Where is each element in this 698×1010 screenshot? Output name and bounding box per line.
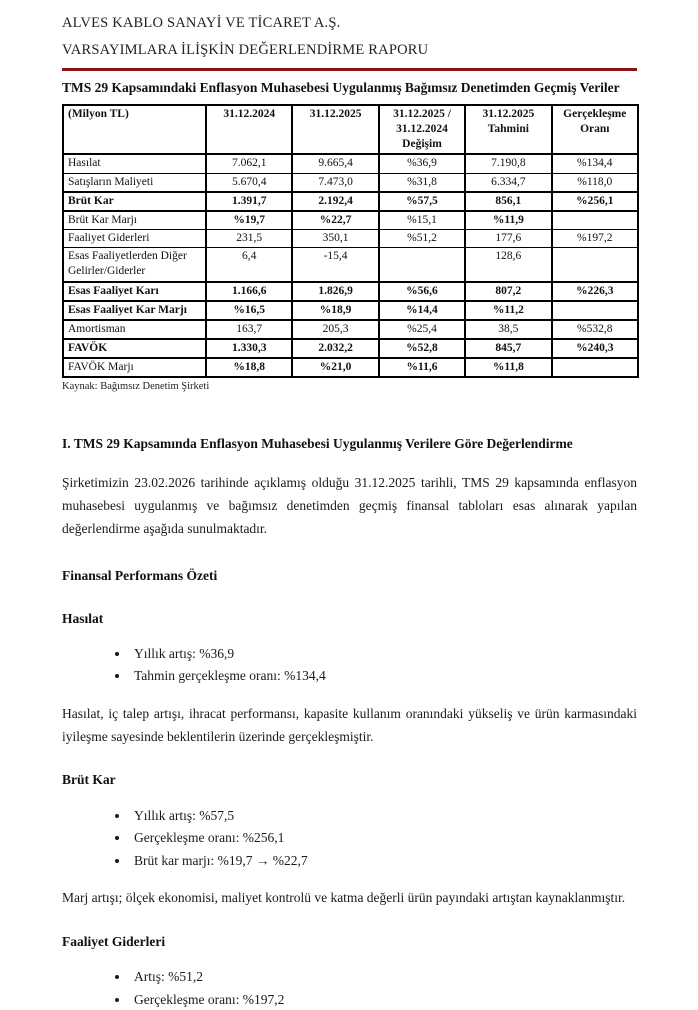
row-value: %118,0 (552, 173, 638, 192)
row-value (552, 248, 638, 282)
row-value: %240,3 (552, 339, 638, 358)
table-row (63, 301, 638, 320)
row-label: Esas Faaliyetlerden Diğer Gelirler/Giderler (63, 248, 206, 282)
row-value: %197,2 (552, 230, 638, 248)
row-label: FAVÖK (63, 339, 206, 358)
row-value: 7.062,1 (206, 154, 292, 173)
section-paragraph: Şirketimizin 23.02.2026 tarihinde açıklamış olduğu 31.12.2025 tarihli, TMS 29 kapsamında enflasyon muhasebesi uygulanmış ve bağımsız denetimden geçmiş finansal tabloları esas alınarak yapılan değerlendirme aşağıda sunulmaktadır. (62, 474, 637, 537)
financial-table (62, 104, 639, 379)
row-label: Faaliyet Giderleri (63, 230, 206, 248)
summary-heading: Finansal Performans Özeti (62, 568, 218, 584)
row-value: %134,4 (552, 154, 638, 173)
row-value: 2.192,4 (292, 192, 378, 211)
table-title: TMS 29 Kapsamındaki Enflasyon Muhasebesi Uygulanmış Bağımsız Denetimden Geçmiş Veriler (62, 79, 620, 95)
row-value: %19,7 (206, 211, 292, 230)
section-heading: I. TMS 29 Kapsamında Enflasyon Muhasebesi Uygulanmış Verilere Göre Değerlendirme (62, 436, 573, 452)
subsection-heading: Faaliyet Giderleri (62, 933, 166, 949)
row-value: 856,1 (465, 192, 551, 211)
bullet-list (62, 966, 637, 1010)
row-value: 38,5 (465, 320, 551, 339)
subsection-paragraph: Marj artışı; ölçek ekonomisi, maliyet kontrolü ve katma değerli ürün payındaki artıştan kaynaklanmıştır. (62, 890, 626, 906)
table-header-cell: 31.12.2025 (292, 105, 378, 155)
row-value: 1.826,9 (292, 282, 378, 301)
row-value: %22,7 (292, 211, 378, 230)
row-value: 807,2 (465, 282, 551, 301)
bullet-item: • Yıllık artış: %57,5 (130, 805, 637, 827)
row-value: 6.334,7 (465, 173, 551, 192)
row-value: 845,7 (465, 339, 551, 358)
row-label: Brüt Kar (63, 192, 206, 211)
bullet-item: • Artış: %51,2 (130, 966, 637, 988)
row-value: %56,6 (379, 282, 465, 301)
row-value: %11,6 (379, 358, 465, 377)
row-label: Brüt Kar Marjı (63, 211, 206, 230)
row-value: -15,4 (292, 248, 378, 282)
row-value: %36,9 (379, 154, 465, 173)
row-value: 7.473,0 (292, 173, 378, 192)
row-value: %57,5 (379, 192, 465, 211)
table-row (63, 154, 638, 173)
row-value (552, 211, 638, 230)
table-row (63, 173, 638, 192)
row-value: 7.190,8 (465, 154, 551, 173)
row-value: 177,6 (465, 230, 551, 248)
table-row (63, 230, 638, 248)
row-value (552, 301, 638, 320)
table-header-cell: Gerçekleşme Oranı (552, 105, 638, 155)
subsections-container (62, 609, 637, 1010)
row-value: 1.166,6 (206, 282, 292, 301)
table-head (63, 105, 638, 155)
row-value (379, 248, 465, 282)
table-row (63, 211, 638, 230)
row-value: 6,4 (206, 248, 292, 282)
row-label: Amortisman (63, 320, 206, 339)
bullet-list (62, 805, 637, 872)
row-value: 1.391,7 (206, 192, 292, 211)
row-value: %16,5 (206, 301, 292, 320)
bullet-item: • Yıllık artış: %36,9 (130, 643, 637, 665)
table-header-cell: 31.12.2025 Tahmini (465, 105, 551, 155)
subsection-paragraph: Hasılat, iç talep artışı, ihracat performansı, kapasite kullanım oranındaki yükseliş ve ürün karmasındaki iyileşme sayesinde beklentilerin üzerinde gerçekleşmiştir. (62, 706, 637, 745)
row-value: %14,4 (379, 301, 465, 320)
subsection-heading: Brüt Kar (62, 772, 116, 788)
table-row (63, 248, 638, 282)
row-label: Satışların Maliyeti (63, 173, 206, 192)
row-value: %532,8 (552, 320, 638, 339)
bullet-item: • Brüt kar marjı: %19,7 → %22,7 (130, 850, 637, 872)
row-value: 205,3 (292, 320, 378, 339)
row-value: 1.330,3 (206, 339, 292, 358)
table-body (63, 154, 638, 377)
row-value: %31,8 (379, 173, 465, 192)
bullet-list (62, 643, 637, 687)
table-row (63, 339, 638, 358)
company-title: ALVES KABLO SANAYİ VE TİCARET A.Ş. (62, 15, 341, 31)
table-row (63, 358, 638, 377)
row-label: Hasılat (63, 154, 206, 173)
row-value: %21,0 (292, 358, 378, 377)
row-value: %256,1 (552, 192, 638, 211)
row-value: %51,2 (379, 230, 465, 248)
bullet-item: • Gerçekleşme oranı: %197,2 (130, 989, 637, 1010)
row-value (552, 358, 638, 377)
table-header-cell: (Milyon TL) (63, 105, 206, 155)
row-value: %11,9 (465, 211, 551, 230)
table-source-note: Kaynak: Bağımsız Denetim Şirketi (62, 381, 210, 393)
row-value: %52,8 (379, 339, 465, 358)
bullet-item: • Tahmin gerçekleşme oranı: %134,4 (130, 665, 637, 687)
row-value: %25,4 (379, 320, 465, 339)
bullet-item: • Gerçekleşme oranı: %256,1 (130, 827, 637, 849)
row-value: %15,1 (379, 211, 465, 230)
title-divider (62, 68, 637, 71)
report-title: VARSAYIMLARA İLİŞKİN DEĞERLENDİRME RAPORU (62, 42, 429, 59)
row-label: Esas Faaliyet Kar Marjı (63, 301, 206, 320)
row-value: 163,7 (206, 320, 292, 339)
table-row (63, 192, 638, 211)
row-value: %11,2 (465, 301, 551, 320)
row-label: FAVÖK Marjı (63, 358, 206, 377)
row-value: 9.665,4 (292, 154, 378, 173)
row-value: %226,3 (552, 282, 638, 301)
row-value: %18,8 (206, 358, 292, 377)
table-row (63, 282, 638, 301)
row-value: 5.670,4 (206, 173, 292, 192)
table-header-row (63, 105, 638, 155)
row-value: 350,1 (292, 230, 378, 248)
row-value: 2.032,2 (292, 339, 378, 358)
row-label: Esas Faaliyet Karı (63, 282, 206, 301)
table-header-cell: 31.12.2025 / 31.12.2024 Değişim (379, 105, 465, 155)
row-value: %11,8 (465, 358, 551, 377)
row-value: %18,9 (292, 301, 378, 320)
row-value: 231,5 (206, 230, 292, 248)
subsection-heading: Hasılat (62, 610, 104, 626)
table-header-cell: 31.12.2024 (206, 105, 292, 155)
table-row (63, 320, 638, 339)
row-value: 128,6 (465, 248, 551, 282)
